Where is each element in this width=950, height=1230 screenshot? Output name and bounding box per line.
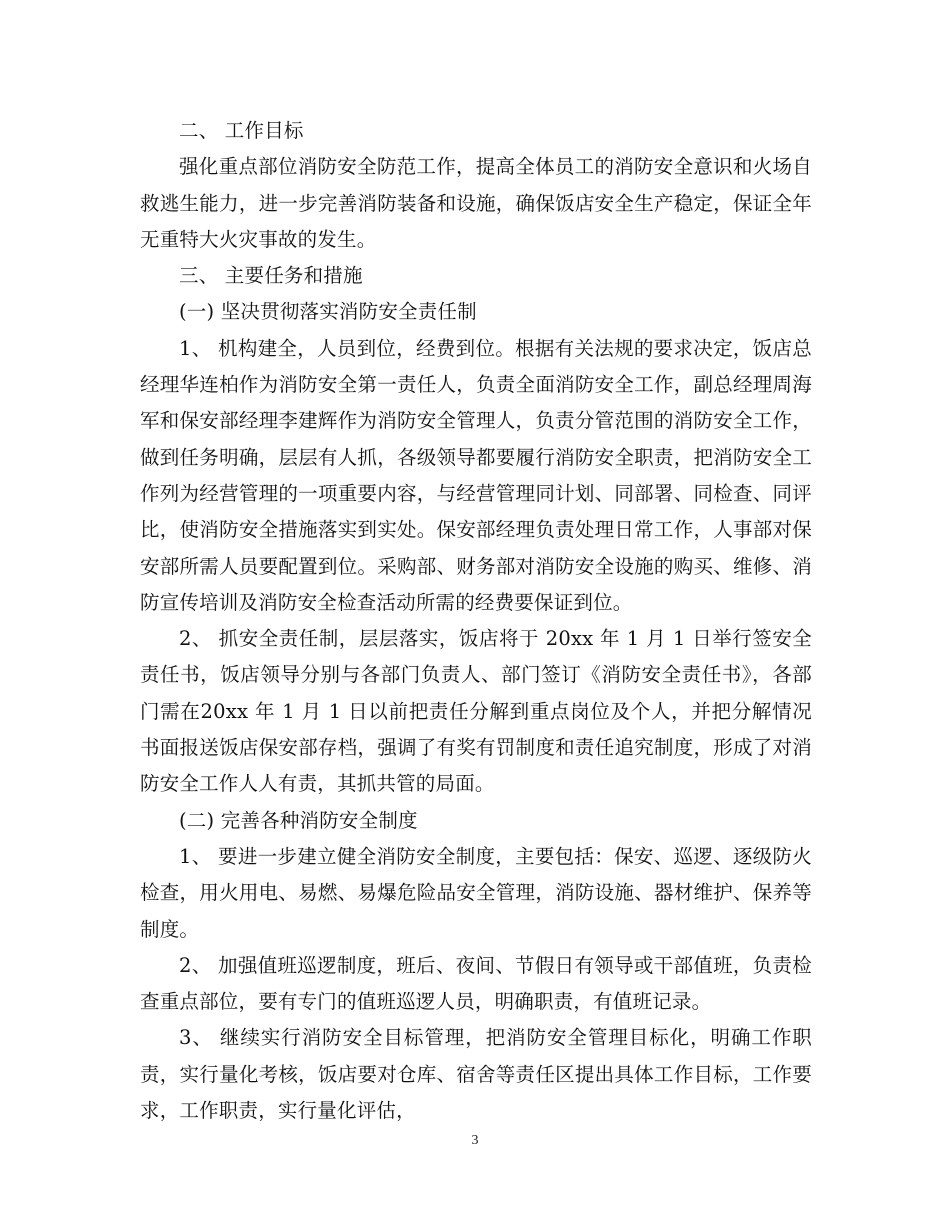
subsection-heading-safety-systems: (二) 完善各种消防安全制度 [179,808,418,832]
body-paragraph: 3、 继续实行消防安全目标管理，把消防安全管理目标化，明确工作职责，实行量化考核，饭店要对仓库、宿舍等责任区提出具体工作目标，工作要求，工作职责，实行量化评估， [140,1026,812,1123]
body-paragraph: 2、 加强值班巡逻制度，班后、夜间、节假日有领导或干部值班，负责检查重点部位，要有专门的值班巡逻人员，明确职责，有值班记录。 [140,953,812,1014]
page-number: 3 [471,1133,479,1148]
subsection-heading-responsibility: (一) 坚决贯彻落实消防安全责任制 [179,300,477,324]
body-paragraph: 1、 要进一步建立健全消防安全制度，主要包括：保安、巡逻、逐级防火检查，用火用电、易燃、易爆危险品安全管理，消防设施、器材维护、保养等制度。 [140,844,812,941]
document-body [140,113,812,1129]
body-paragraph: 2、 抓安全责任制，层层落实，饭店将于 20xx 年 1 月 1 日举行签安全责任书，饭店领导分别与各部门负责人、部门签订《消防安全责任书》，各部门需在20xx 年 1 月 1 日以前把责任分解到重点岗位及个人，并把分解情况书面报送饭店保安部存档，强调了有奖有罚制度和责任追究制度，形成了对消防安全工作人人有责，其抓共管的局面。 [140,627,812,796]
section-heading-main-tasks: 三、 主要任务和措施 [179,264,363,288]
section-heading-work-goals: 二、 工作目标 [179,119,304,142]
body-paragraph: 强化重点部位消防安全防范工作，提高全体员工的消防安全意识和火场自救逃生能力，进一步完善消防装备和设施，确保饭店安全生产稳定，保证全年无重特大火灾事故的发生。 [140,155,812,251]
body-paragraph: 1、 机构建全，人员到位，经费到位。根据有关法规的要求决定，饭店总经理华连柏作为消防安全第一责任人，负责全面消防安全工作，副总经理周海军和保安部经理李建辉作为消防安全管理人，负责分管范围的消防安全工作，做到任务明确，层层有人抓，各级领导都要履行消防安全职责，把消防安全工作列为经营管理的一项重要内容，与经营管理同计划、同部署、同检查、同评比，使消防安全措施落实到实处。保安部经理负责处理日常工作，人事部对保安部所需人员要配置到位。采购部、财务部对消防安全设施的购买、维修、消防宣传培训及消防安全检查活动所需的经费要保证到位。 [140,336,812,614]
